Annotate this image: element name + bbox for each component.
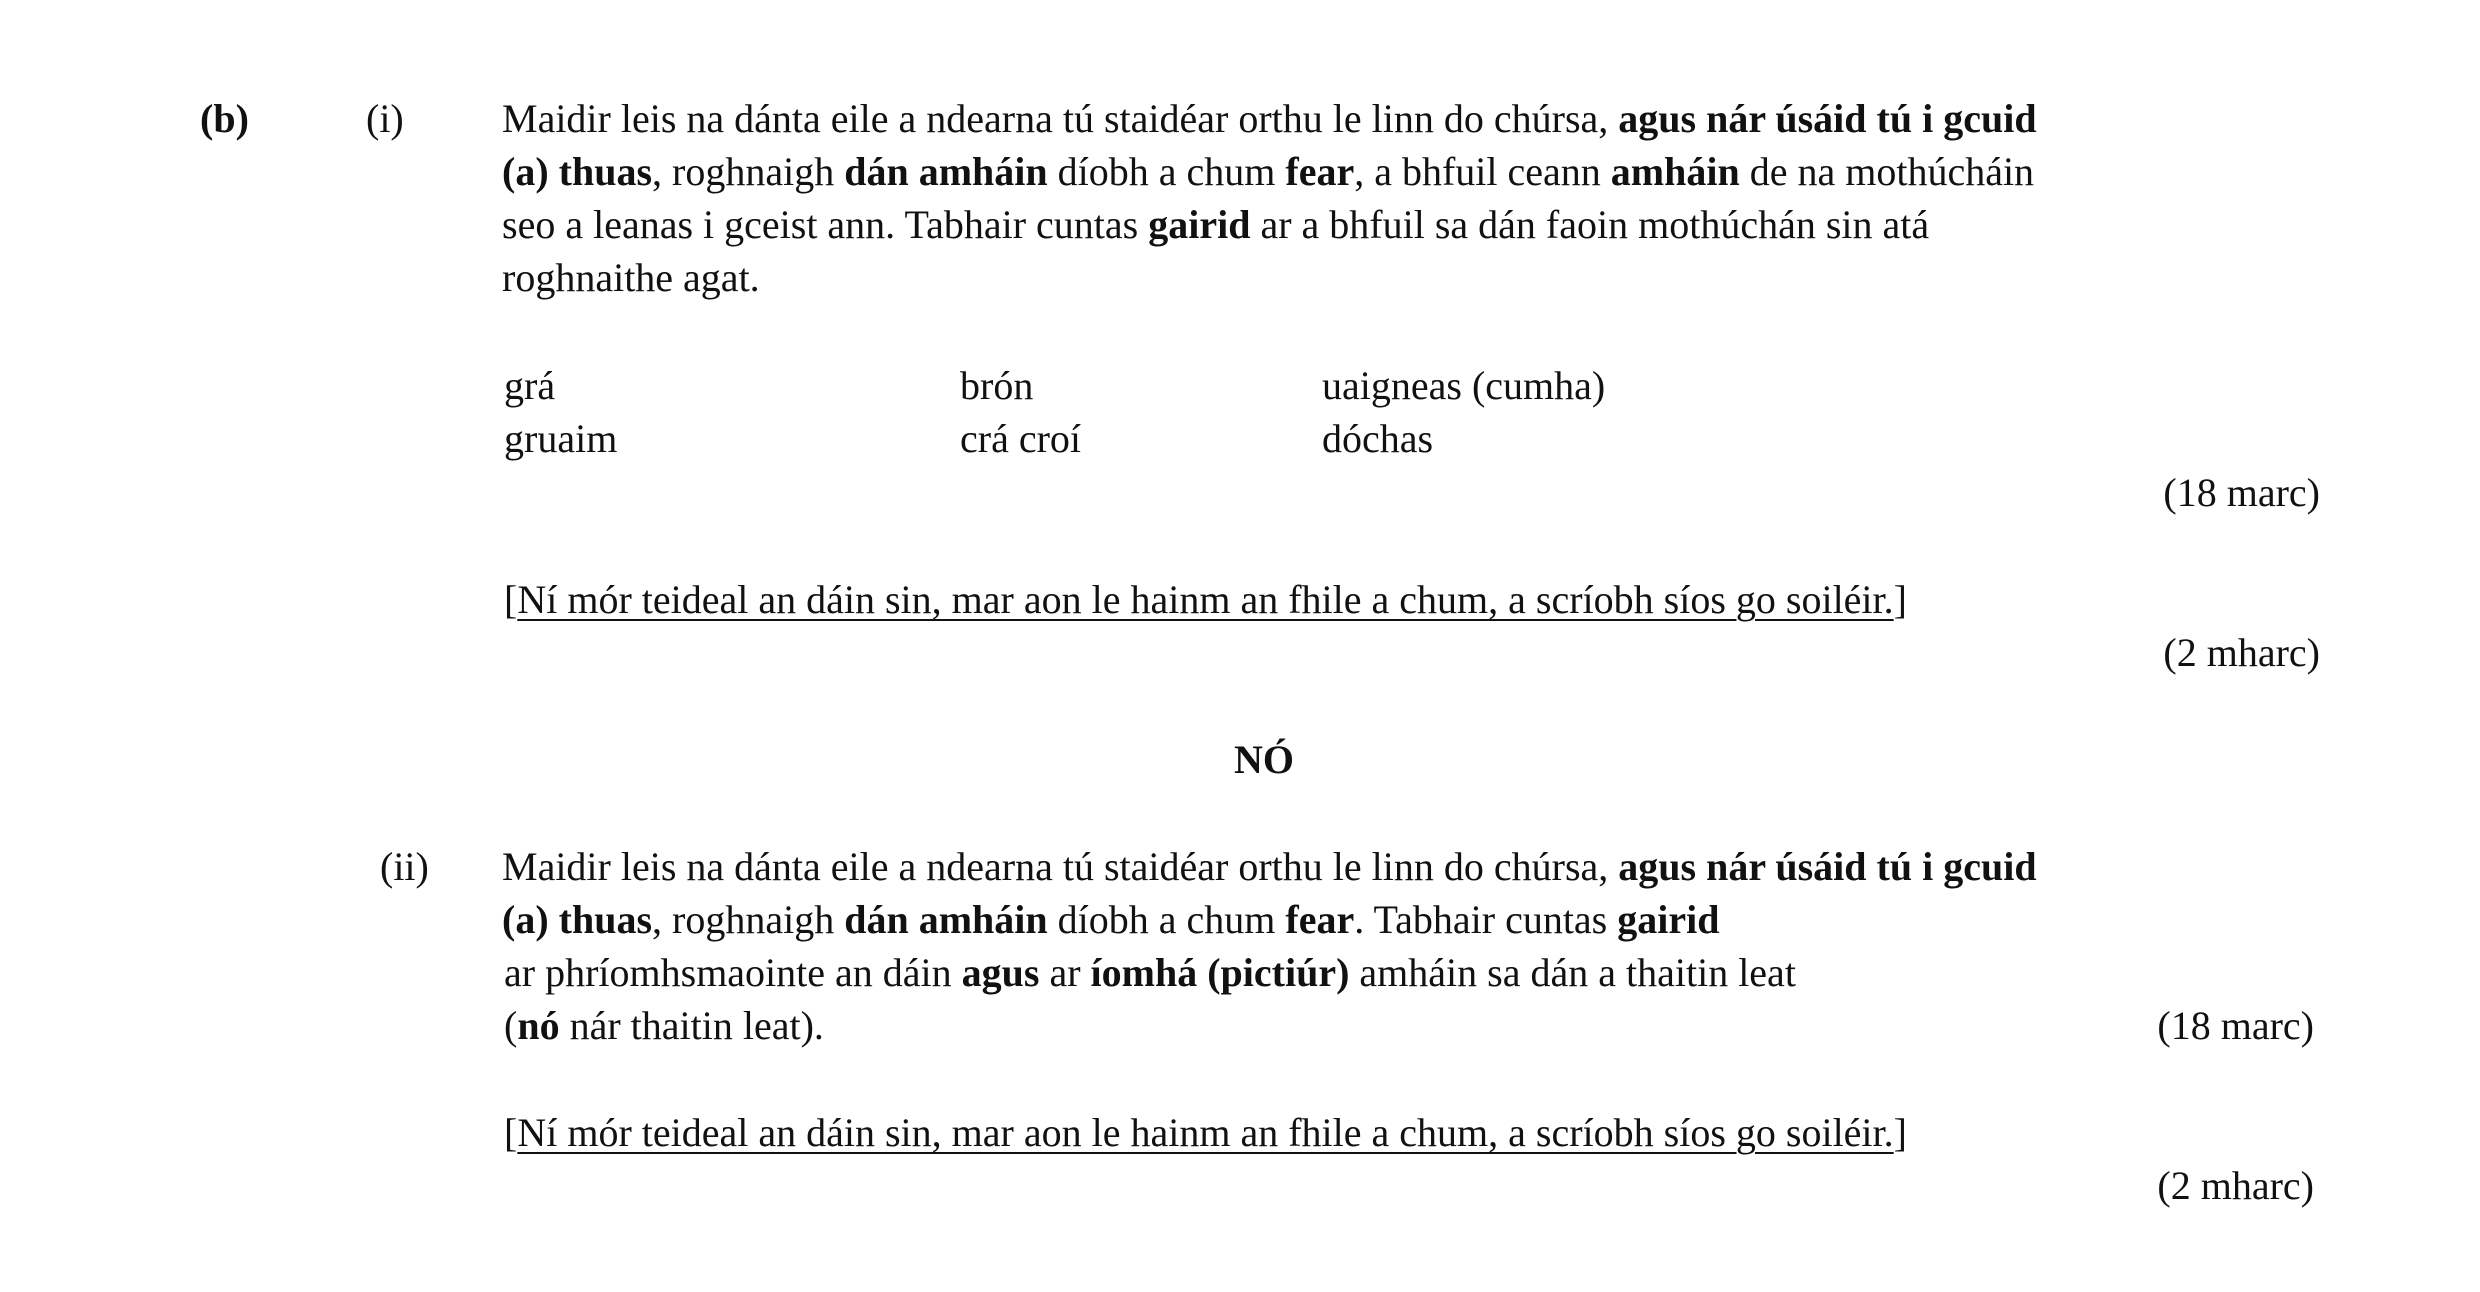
emotion-dochas: dóchas xyxy=(1322,416,1434,461)
emotion-gra: grá xyxy=(504,363,556,408)
part-i-line-1: Maidir leis na dánta eile a ndearna tú staidéar orthu le linn do chúrsa, agus nár úsáid tú i gcuid xyxy=(502,96,2037,141)
part-i-line-3: seo a leanas i gceist ann. Tabhair cuntas gairid ar a bhfuil sa dán faoin mothúchán sin atá xyxy=(502,202,1930,247)
part-ii-marks: (18 marc) xyxy=(2157,1003,2314,1048)
part-ii-line-3: ar phríomhsmaointe an dáin agus ar íomhá (pictiúr) amháin sa dán a thaitin leat xyxy=(504,950,1796,995)
part-ii-note-marks: (2 mharc) xyxy=(2157,1163,2314,1208)
or-divider: NÓ xyxy=(1234,737,1294,782)
part-ii-line-1: Maidir leis na dánta eile a ndearna tú staidéar orthu le linn do chúrsa, agus nár úsáid tú i gcuid xyxy=(502,844,2037,889)
part-i-label: (i) xyxy=(366,96,404,141)
emotion-bron: brón xyxy=(960,363,1034,408)
emotion-gruaim: gruaim xyxy=(504,416,618,461)
part-ii-line-2: (a) thuas, roghnaigh dán amháin díobh a chum fear. Tabhair cuntas gairid xyxy=(502,897,1720,942)
part-ii-note: [Ní mór teideal an dáin sin, mar aon le hainm an fhile a chum, a scríobh síos go soiléir.] xyxy=(504,1110,1907,1155)
part-ii-label: (ii) xyxy=(380,844,429,889)
section-label: (b) xyxy=(200,96,249,141)
part-ii-line-4: (nó nár thaitin leat). xyxy=(504,1003,824,1048)
part-i-note: [Ní mór teideal an dáin sin, mar aon le hainm an fhile a chum, a scríobh síos go soiléir.] xyxy=(504,577,1907,622)
part-i-note-marks: (2 mharc) xyxy=(2163,630,2320,675)
emotion-uaigneas: uaigneas (cumha) xyxy=(1322,363,1606,408)
emotion-cra-croi: crá croí xyxy=(960,416,1082,461)
part-i-line-4: roghnaithe agat. xyxy=(502,255,760,300)
part-i-line-2: (a) thuas, roghnaigh dán amháin díobh a chum fear, a bhfuil ceann amháin de na mothúcháin xyxy=(502,149,2035,194)
part-i-marks: (18 marc) xyxy=(2163,470,2320,515)
